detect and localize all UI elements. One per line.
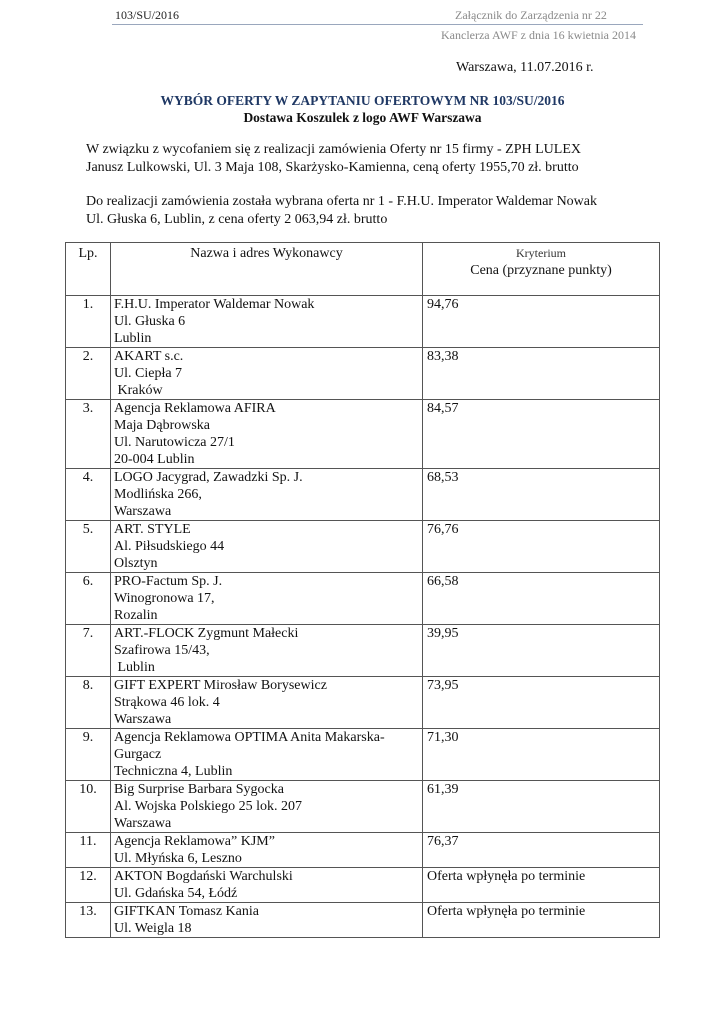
row-contractor <box>111 625 423 677</box>
paragraph-1-line-2: Janusz Lulkowski, Ul. 3 Maja 108, Skarżysko-Kamienna, ceną oferty 1955,70 zł. brutto <box>86 160 579 175</box>
paragraph-2-line-2: Ul. Głuska 6, Lublin, z cena oferty 2 063,94 zł. brutto <box>86 212 388 227</box>
contractor-line: Lublin <box>114 331 152 346</box>
row-lp: 13. <box>66 903 111 938</box>
row-contractor <box>111 521 423 573</box>
row-contractor <box>111 296 423 348</box>
row-contractor <box>111 903 423 938</box>
column-header-lp: Lp. <box>66 243 111 296</box>
row-score: Oferta wpłynęła po terminie <box>423 903 660 938</box>
contractor-line: Agencja Reklamowa” KJM” <box>114 834 275 849</box>
contractor-line: Szafirowa 15/43, <box>114 643 210 658</box>
contractor-line: Ul. Ciepła 7 <box>114 366 183 381</box>
row-contractor <box>111 833 423 868</box>
contractor-line: Gurgacz <box>114 747 162 762</box>
contractor-line: F.H.U. Imperator Waldemar Nowak <box>114 297 315 312</box>
row-contractor <box>111 677 423 729</box>
table-row <box>66 573 660 625</box>
table-header-row <box>66 243 660 296</box>
table-row <box>66 781 660 833</box>
contractor-line: GIFTKAN Tomasz Kania <box>114 904 259 919</box>
row-contractor <box>111 573 423 625</box>
contractor-line: ART.-FLOCK Zygmunt Małecki <box>114 626 299 641</box>
row-score: 73,95 <box>423 677 660 729</box>
table-row <box>66 677 660 729</box>
contractor-line: Kraków <box>114 383 163 398</box>
contractor-line: AKART s.c. <box>114 349 184 364</box>
document-title: WYBÓR OFERTY W ZAPYTANIU OFERTOWYM NR 103/SU/2016 <box>160 93 565 108</box>
contractor-line: Ul. Narutowicza 27/1 <box>114 435 235 450</box>
paragraph-2-line-1: Do realizacji zamówienia została wybrana oferta nr 1 - F.H.U. Imperator Waldemar Nowak <box>86 194 598 209</box>
contractor-line: Maja Dąbrowska <box>114 418 211 433</box>
contractor-line: Techniczna 4, Lublin <box>114 764 233 779</box>
row-lp: 6. <box>66 573 111 625</box>
contractor-line: Rozalin <box>114 608 158 623</box>
document-subtitle: Dostawa Koszulek z logo AWF Warszawa <box>243 110 482 125</box>
contractor-line: Ul. Weigla 18 <box>114 921 192 936</box>
row-score: Oferta wpłynęła po terminie <box>423 868 660 903</box>
contractor-line: Warszawa <box>114 816 172 831</box>
table-row <box>66 833 660 868</box>
row-score: 84,57 <box>423 400 660 469</box>
row-contractor <box>111 348 423 400</box>
contractor-line: Ul. Głuska 6 <box>114 314 186 329</box>
row-score: 39,95 <box>423 625 660 677</box>
row-contractor <box>111 469 423 521</box>
contractor-line: Warszawa <box>114 504 172 519</box>
criterion-label: Cena (przyznane punkty) <box>470 263 612 278</box>
contractor-line: PRO-Factum Sp. J. <box>114 574 223 589</box>
row-score: 66,58 <box>423 573 660 625</box>
row-lp: 11. <box>66 833 111 868</box>
contractor-line: AKTON Bogdański Warchulski <box>114 869 293 884</box>
header-attachment-sub: Kanclerza AWF z dnia 16 kwietnia 2014 <box>441 28 636 42</box>
row-contractor <box>111 729 423 781</box>
table-row <box>66 868 660 903</box>
paragraph-1-line-1: W związku z wycofaniem się z realizacji zamówienia Oferty nr 15 firmy - ZPH LULEX <box>86 142 581 157</box>
row-lp: 1. <box>66 296 111 348</box>
contractor-line: Al. Piłsudskiego 44 <box>114 539 225 554</box>
contractor-line: Agencja Reklamowa AFIRA <box>114 401 276 416</box>
table-row <box>66 521 660 573</box>
offers-table <box>65 242 660 938</box>
contractor-line: Lublin <box>114 660 155 675</box>
offers-table-body <box>66 296 660 938</box>
contractor-line: Modlińska 266, <box>114 487 202 502</box>
contractor-line: ART. STYLE <box>114 522 191 537</box>
header-attachment: Załącznik do Zarządzenia nr 22 <box>455 8 607 22</box>
row-contractor <box>111 868 423 903</box>
row-lp: 4. <box>66 469 111 521</box>
column-header-criterion <box>423 243 660 296</box>
row-score: 76,37 <box>423 833 660 868</box>
row-score: 61,39 <box>423 781 660 833</box>
row-lp: 12. <box>66 868 111 903</box>
header-divider <box>112 24 643 25</box>
row-lp: 9. <box>66 729 111 781</box>
contractor-line: Strąkowa 46 lok. 4 <box>114 695 220 710</box>
row-lp: 5. <box>66 521 111 573</box>
row-lp: 10. <box>66 781 111 833</box>
row-lp: 7. <box>66 625 111 677</box>
row-contractor <box>111 400 423 469</box>
contractor-line: 20-004 Lublin <box>114 452 195 467</box>
table-row <box>66 296 660 348</box>
row-score: 94,76 <box>423 296 660 348</box>
row-score: 71,30 <box>423 729 660 781</box>
contractor-line: GIFT EXPERT Mirosław Borysewicz <box>114 678 327 693</box>
contractor-line: Agencja Reklamowa OPTIMA Anita Makarska- <box>114 730 385 745</box>
contractor-line: Ul. Młyńska 6, Leszno <box>114 851 242 866</box>
header-doc-number: 103/SU/2016 <box>115 8 180 22</box>
contractor-line: Al. Wojska Polskiego 25 lok. 207 <box>114 799 303 814</box>
criterion-caption: Kryterium <box>516 246 566 260</box>
table-row <box>66 400 660 469</box>
contractor-line: Warszawa <box>114 712 172 727</box>
table-row <box>66 469 660 521</box>
contractor-line: LOGO Jacygrad, Zawadzki Sp. J. <box>114 470 303 485</box>
row-lp: 2. <box>66 348 111 400</box>
row-score: 83,38 <box>423 348 660 400</box>
document-date: Warszawa, 11.07.2016 r. <box>456 60 594 75</box>
table-row <box>66 903 660 938</box>
contractor-line: Winogronowa 17, <box>114 591 215 606</box>
table-row <box>66 348 660 400</box>
row-score: 76,76 <box>423 521 660 573</box>
row-lp: 3. <box>66 400 111 469</box>
table-row <box>66 625 660 677</box>
contractor-line: Big Surprise Barbara Sygocka <box>114 782 284 797</box>
column-header-name: Nazwa i adres Wykonawcy <box>111 243 423 296</box>
contractor-line: Olsztyn <box>114 556 158 571</box>
contractor-line: Ul. Gdańska 54, Łódź <box>114 886 238 901</box>
table-row <box>66 729 660 781</box>
row-score: 68,53 <box>423 469 660 521</box>
row-lp: 8. <box>66 677 111 729</box>
row-contractor <box>111 781 423 833</box>
